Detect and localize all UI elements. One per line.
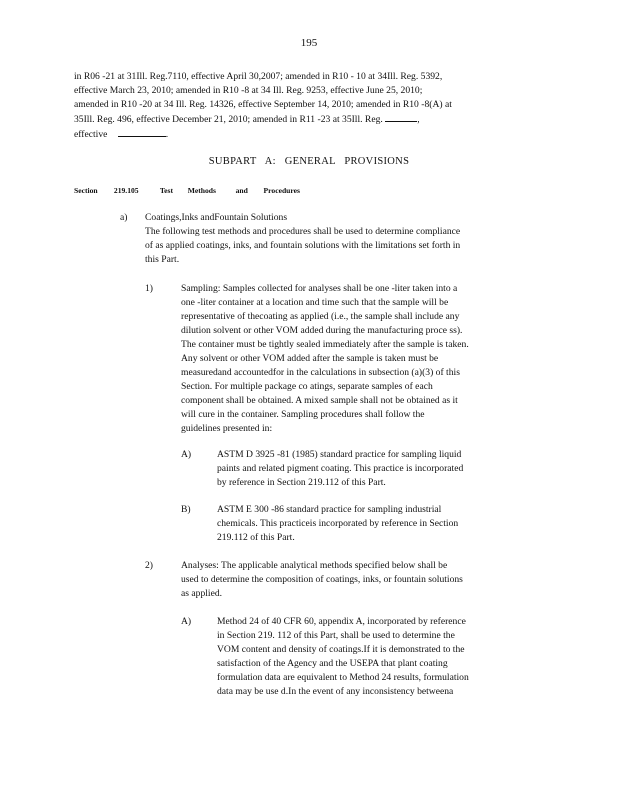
subparagraph-line: Method 24 of 40 CFR 60, appendix A, incorporated by reference bbox=[217, 616, 466, 627]
subparagraph-astm-e300 bbox=[217, 503, 527, 545]
history-effective: effective bbox=[74, 129, 108, 140]
subparagraph-line: data may be use d.In the event of any inconsistency betweena bbox=[217, 686, 454, 697]
page-number: 195 bbox=[300, 37, 318, 49]
paragraph-line: Any solvent or other VOM added after the sample is taken must be bbox=[181, 353, 439, 364]
history-block bbox=[74, 70, 544, 142]
section-title-word: Methods bbox=[187, 186, 216, 195]
subparagraph-line: ASTM E 300 -86 standard practice for sampling industrial bbox=[217, 504, 442, 515]
section-title-word: and bbox=[235, 186, 248, 195]
subparagraph-marker: B) bbox=[181, 504, 191, 515]
paragraph-marker: 1) bbox=[145, 283, 153, 294]
subsection-line: The following test methods and procedures shall be used to determine compliance bbox=[145, 226, 461, 237]
paragraph-marker: 2) bbox=[145, 560, 153, 571]
paragraph-line: representative of thecoating as applied (i.e., the sample shall include any bbox=[181, 311, 460, 322]
subsection-line: of as applied coatings, inks, and fountain solutions with the limitations set forth in bbox=[145, 240, 461, 251]
history-comma: , bbox=[417, 114, 420, 125]
reg-blank bbox=[385, 112, 417, 122]
subparagraph-line: 219.112 of this Part. bbox=[217, 532, 295, 543]
paragraph-line: as applied. bbox=[181, 588, 223, 599]
paragraph-line: used to determine the composition of coatings, inks, or fountain solutions bbox=[181, 574, 463, 585]
subparagraph-line: VOM content and density of coatings.If it is demonstrated to the bbox=[217, 644, 465, 655]
subsection-a bbox=[145, 211, 543, 267]
history-line-text: 35Ill. Reg. 496, effective December 21, 2010; amended in R11 -23 at 35Ill. Reg. bbox=[74, 114, 383, 125]
subpart-heading: SUBPART A: GENERAL PROVISIONS bbox=[208, 156, 410, 167]
subparagraph-marker: A) bbox=[181, 616, 192, 627]
subparagraph-line: chemicals. This practiceis incorporated by reference in Section bbox=[217, 518, 459, 529]
paragraph-line: dilution solvent or other VOM added during the manufacturing proce ss). bbox=[181, 325, 463, 336]
subparagraph-line: paints and related pigment coating. This practice is incorporated bbox=[217, 463, 464, 474]
section-title-word: Test bbox=[159, 186, 174, 195]
subparagraph-marker: A) bbox=[181, 449, 192, 460]
section-title-word: Procedures bbox=[263, 186, 300, 195]
subparagraph-line: satisfaction of the Agency and the USEPA that plant coating bbox=[217, 658, 448, 669]
paragraph-sampling bbox=[181, 282, 543, 436]
subparagraph-line: ASTM D 3925 -81 (1985) standard practice for sampling liquid bbox=[217, 449, 462, 460]
paragraph-line: will cure in the container. Sampling procedures shall follow the bbox=[181, 409, 425, 420]
history-line bbox=[74, 127, 544, 142]
subsection-line: this Part. bbox=[145, 254, 180, 265]
history-period: . bbox=[165, 129, 169, 140]
paragraph-line: Section. For multiple package co atings, separate samples of each bbox=[181, 381, 433, 392]
paragraph-line: one -liter container at a location and time such that the sample will be bbox=[181, 297, 449, 308]
subsection-marker: a) bbox=[120, 212, 128, 223]
history-line: effective March 23, 2010; amended in R10 -8 at 34 Ill. Reg. 9253, effective June 25, 2010; bbox=[74, 85, 423, 96]
section-number: 219.105 bbox=[113, 186, 139, 195]
subparagraph-astm-d3925 bbox=[217, 448, 527, 490]
paragraph-line: guidelines presented in: bbox=[181, 423, 273, 434]
section-heading bbox=[74, 186, 300, 195]
section-label: Section bbox=[74, 186, 98, 195]
effective-blank bbox=[118, 127, 166, 137]
subparagraph-line: by reference in Section 219.112 of this Part. bbox=[217, 477, 386, 488]
history-line: amended in R10 -20 at 34 Ill. Reg. 14326, effective September 14, 2010; amended in R10 -8(A) at bbox=[74, 99, 452, 110]
subparagraph-line: in Section 219. 112 of this Part, shall be used to determine the bbox=[217, 630, 455, 641]
paragraph-line: The container must be tightly sealed immediately after the sample is taken. bbox=[181, 339, 469, 350]
paragraph-line: Sampling: Samples collected for analyses shall be one -liter taken into a bbox=[181, 283, 458, 294]
paragraph-line: component shall be obtained. A mixed sample shall not be obtained as it bbox=[181, 395, 458, 406]
paragraph-line: measuredand accountedfor in the calculations in subsection (a)(3) of this bbox=[181, 367, 460, 378]
paragraph-line: Analyses: The applicable analytical methods specified below shall be bbox=[181, 560, 448, 571]
subparagraph-method-24 bbox=[217, 615, 527, 699]
subparagraph-line: formulation data are equivalent to Method 24 results, formulation bbox=[217, 672, 469, 683]
paragraph-analyses bbox=[181, 559, 543, 601]
history-line bbox=[74, 112, 544, 127]
subsection-heading: Coatings,Inks andFountain Solutions bbox=[145, 212, 288, 223]
history-line: in R06 -21 at 31Ill. Reg.7110, effective April 30,2007; amended in R10 - 10 at 34Ill. Reg. 5392, bbox=[74, 71, 443, 82]
